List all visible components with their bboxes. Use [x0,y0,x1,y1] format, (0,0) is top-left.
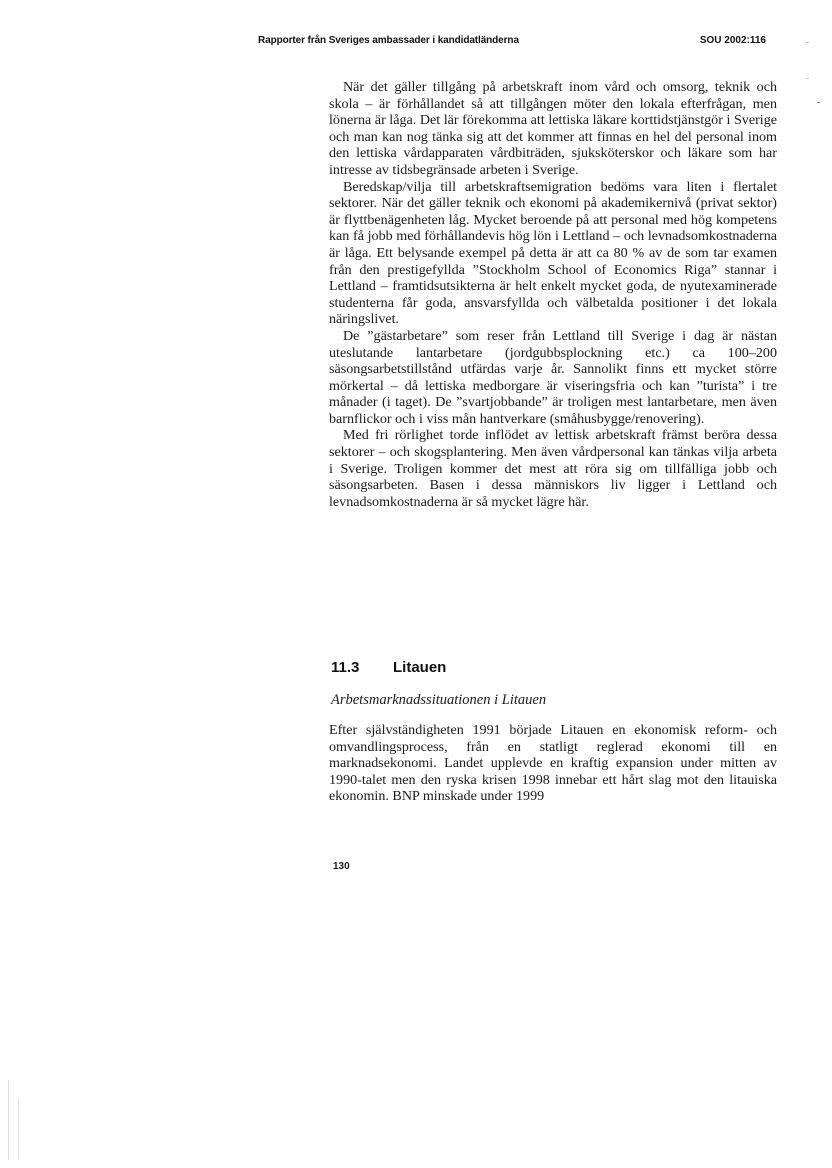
paragraph-vard-omsorg: När det gäller tillgång på arbetskraft inom vård och omsorg, teknik och skola – är förhållandet så att tillgången möter den lokala efterfrågan, men lönerna är låga. Det lär förekomma att lettiska läkare korttidstjänstgör i Sverige och man kan nog tänka sig att det kommer att finnas en hel del personal inom den lettiska vårdapparaten vårdbiträden, sjuksköterskor och läkare som har intresse av tidsbegränsade arbeten i Sverige. [329,79,777,178]
section-heading [331,659,446,676]
paragraph-gastarbetare: De ”gästarbetare” som reser från Lettland till Sverige i dag är nästan uteslutande lantarbetare (jordgubbsplockning etc.) ca 100–200 säsongsarbetstillstånd utfärdas varje år. Sannolikt finns ett mycket större mörkertal – då lettiska medborgare är viseringsfria och kan ”turista” i tre månader (i taget). De ”svartjobbande” är troligen mest lantarbetare, men även barnflickor och i viss mån hantverkare (småhusbygge/renovering). [329,327,777,427]
scan-artifact-left-edge-2 [18,1100,19,1160]
running-header-title: Rapporter från Sveriges ambassader i kandidatländerna [258,35,519,46]
paragraph-fri-rorlighet: Med fri rörlighet torde inflödet av lettisk arbetskraft främst beröra dessa sektorer – och skogsplantering. Men även vårdpersonal kan tänkas vilja arbeta i Sverige. Troligen kommer det mest att röra sig om tillfälliga jobb och säsongsarbeten. Basen i dessa människors liv ligger i Lettland och levnadsomkostnaderna är så mycket lägre här. [329,427,777,510]
page-number: 130 [333,861,350,872]
scan-artifact-right-1 [806,42,809,43]
paragraph-beredskap: Beredskap/vilja till arbetskraftsemigration bedöms vara liten i flertalet sektorer. När det gäller teknik och ekonomi på akademikernivå (privat sektor) är flyttbenägenheten låg. Mycket beroende på att personal med hög kompetens kan få jobb med förhållandevis hög lön i Lettland – och levnadsomkostnaderna är låga. Ett belysande exempel på detta är att ca 80 % av de som tar examen från den prestigefyllda ”Stockholm School of Economics Riga” stannar i Lettland – framtidsutsikterna är helt enkelt mycket goda, de nyutexaminerade studenterna får goda, ansvarsfyllda och välbetalda positioner i det lokala näringslivet. [329,178,777,328]
section-body-text [329,722,777,805]
body-text [329,79,777,510]
scan-artifact-right-3 [817,102,820,103]
scan-artifact-right-2 [806,78,809,79]
section-title: Litauen [393,659,447,676]
scan-artifact-left-edge [8,1080,9,1160]
running-header [258,35,766,51]
paragraph-sjalvstandigheten: Efter självständigheten 1991 började Litauen en ekonomisk reform- och omvandlingsprocess, från en statligt reglerad ekonomi till en marknadsekonomi. Landet upplevde en kraftig expansion under mitten av 1990-talet men den ryska krisen 1998 innebar ett hårt slag mot den litauiska ekonomin. BNP minskade under 1999 [329,722,777,805]
subsection-heading: Arbetsmarknadssituationen i Litauen [331,692,547,708]
running-header-document-id: SOU 2002:116 [699,35,766,46]
section-number: 11.3 [331,659,360,676]
